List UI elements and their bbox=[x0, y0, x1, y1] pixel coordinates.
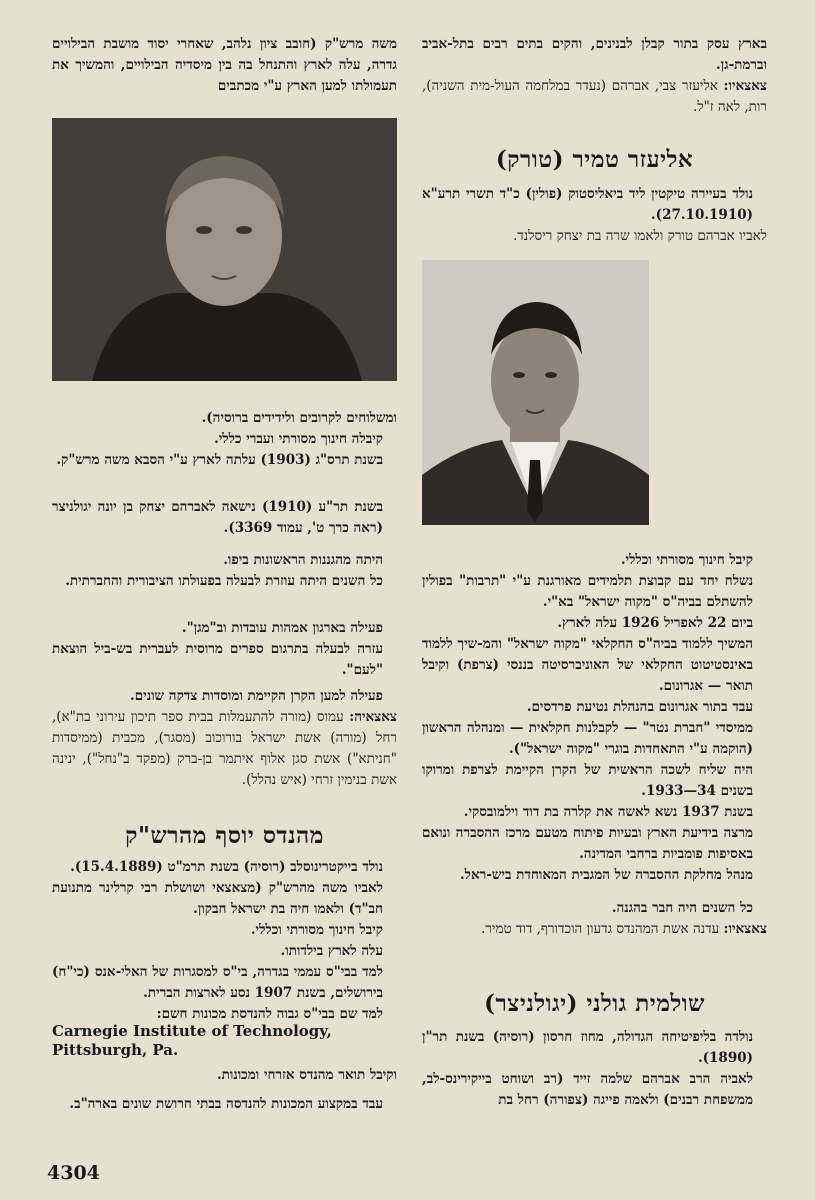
s4: בשנת תר"ע (1910) נישאה לאברהם יצחק בן יונה יגולניצר (ראה כרך ט', עמוד 3369). bbox=[52, 499, 384, 536]
golani-birth: נולדה בליפיטיחה הגדולה, מחוז חרסון (רוסיה) בשנת תר"ן (1890). bbox=[422, 1029, 753, 1066]
t2: לאביו משה מהרש"ק (מצאצאי ושושלת רבי קרלינר מתנועת חב"ד) ולאמו חיה בת ישראל חבקון. bbox=[52, 880, 383, 917]
intro-paragraph: בארץ עסק בתור קבלן לבנינים, והקים בתים רבים בתל-אביב וברמת-גן. bbox=[422, 36, 767, 73]
t6: למד שם בבי"ס גבוה להנדסת מכונות חשם: bbox=[156, 1006, 383, 1022]
p6: ממיסדי "חברת נטר" — לקבלנות חקלאית — ומנהלה הראשון (הוקמה ע"י התאחדות בוגרי "מקוה ישראל"). bbox=[422, 720, 753, 757]
p9: מרצה בידיעת הארץ ובעיות פיתוח מטעם מרכז ההסברה ונואם באסיפות פומביות ברחבי המדינה. bbox=[422, 825, 753, 862]
descendants-text: עדנה אשת המהנדס גדעון הוכדורף, דוד טמיר. bbox=[480, 921, 724, 937]
parents-paragraph: לאביו אברהם טורק ולאמו שרה בת יצחק ריסלנד. bbox=[512, 228, 767, 244]
s5: היתה מהגננות הראשונות ביפו. bbox=[223, 552, 383, 568]
s9: פעילה למען הקרן הקיימת ומוסדות צדקה שונים. bbox=[130, 688, 383, 704]
p10: מנהל מחלקת ההסברה של המגבית המאוחדת ביש-ראל. bbox=[459, 867, 753, 883]
p7: היה שליח לשכה הראשית של הקרן הקיימת לצרפת ומרוקו בשנים 34—1933. bbox=[422, 762, 753, 799]
portrait-photo-man bbox=[422, 260, 649, 525]
t3: קיבל חינוך מסורתי וכללי. bbox=[250, 922, 383, 938]
golani-descendants bbox=[52, 707, 397, 791]
s8: עזרה לבעלה בתרגום ספרים מרוסית לעברית בש-ביל הוצאת "לעם". bbox=[52, 641, 383, 678]
institution-english: Carnegie Institute of Technology, Pittsburgh, Pa. bbox=[52, 1022, 332, 1059]
birth-paragraph: נולד בעיירה טיקטין ליד ביאליסטוק (פולין) כ"ד תשרי תרע"א (27.10.1910). bbox=[422, 186, 753, 223]
p8: בשנת 1937 נשא לאשה את קלרה בת דוד וילמובסקי. bbox=[463, 804, 753, 820]
p11: כל השנים היה חבר בהגנה. bbox=[611, 900, 753, 916]
person-heading-golani: שולמית גולני (יגולניצר) bbox=[484, 990, 705, 1017]
s3: בשנת תרס"ג (1903) עלתה לארץ ע"י הסבא משה מרש"ק. bbox=[56, 452, 383, 468]
p5: עבד בתור אגרונום בהנהלת נטיעת פרדסים. bbox=[526, 699, 753, 715]
descendants-label: צאצאיה: bbox=[349, 709, 397, 725]
t8: עבד במקצוע המכונות להנדסה בבתי חרושת שונים בארה"ב. bbox=[69, 1096, 383, 1112]
intro-descendants bbox=[422, 76, 767, 118]
portrait-man-image bbox=[422, 260, 649, 525]
institution-english-line bbox=[52, 1022, 397, 1060]
person-heading-tamir: אליעזר טמיר (טורק) bbox=[495, 146, 694, 173]
t5: למד בבי"ס עממי בגדרה, בי"ס למסגרות של האלי-אנס (כי"ח) בירושלים, בשנת 1907 נסע לארצות הברית. bbox=[52, 964, 383, 1001]
s1: ומשלוחים לקרובים ולידידים ברוסיה). bbox=[201, 410, 397, 426]
descendants-text: עמוס (מורה להתעמלות בבית ספר תיכון עירוני בת"א), רחל (מורה) אשת ישראל בורוכוב (מסגר), מכבית (ממיסדות "חניתא") אשת סגן אלוף איתמר בן-ברק (מפקד ב"נחל"), ינינה אשת בנימין זרחי (איש נהלל). bbox=[52, 709, 397, 788]
golani-continuation: משה מרש"ק (חובב ציון נלהב, שאחרי יסוד מושבת הבילויים גדרה, עלה לארץ והתנחל בה בין מיסדיה הבילויים, והמשיך את תעמולתו למען הארץ ע"י מכתבים bbox=[52, 36, 397, 94]
t4: עלה לארץ בילדותו. bbox=[280, 943, 383, 959]
p2: נשלח יחד עם קבוצת תלמידים מאורגנת ע"י "תרבות" בפולין להשתלם בביה"ס "מקוה ישראל" בא"י. bbox=[422, 573, 753, 610]
person-heading-maharshak: מהנדס יוסף מהרש"ק bbox=[125, 822, 324, 849]
t1: נולד בייקטרינוסלב (רוסיה) בשנת תרמ"ט (15.4.1889). bbox=[70, 859, 383, 875]
portrait-woman-image bbox=[52, 118, 397, 381]
p3: ביום 22 לאפריל 1926 עלה לארץ. bbox=[557, 615, 753, 631]
s6: כל השנים היתה עוזרת לבעלה בפעולתו הציבורית והחברתית. bbox=[65, 573, 383, 589]
page-number: 4304 bbox=[47, 1162, 100, 1184]
s7: פעילה בארגון אמהות עובדות וב"מגן". bbox=[181, 620, 383, 636]
t7: וקיבל תואר מהנדס אזרחי ומכונות. bbox=[216, 1067, 397, 1083]
descendants-tamir bbox=[422, 919, 767, 940]
golani-parents: לאביה הרב אברהם שלמה זייד (רב ושוחט בייקירינס-לב, ממשפחת רבנים) ולאמה פייגה (צפורה) רחל בת bbox=[422, 1071, 753, 1108]
descendants-label: צאצאיו: bbox=[723, 921, 767, 937]
p1: קיבל חינוך מסורתי וכללי. bbox=[620, 552, 753, 568]
descendants-text: אליעזר צבי, אברהם (נעדר במלחמה העול-מית השניה), רות, לאה ז"ל. bbox=[422, 78, 767, 115]
p4: המשיך ללמוד בביה"ס החקלאי "מקוה ישראל" והמ-שיך ללמוד באינסטיטוט החקלאי של האוניברסיטה בננסי (צרפת) וקיבל תואר — אגרונום. bbox=[422, 636, 753, 694]
descendants-label: צאצאיו: bbox=[723, 78, 767, 94]
portrait-photo-woman bbox=[52, 118, 397, 381]
s2: קיבלה חינוך מסורתי ועברי כללי. bbox=[214, 431, 383, 447]
